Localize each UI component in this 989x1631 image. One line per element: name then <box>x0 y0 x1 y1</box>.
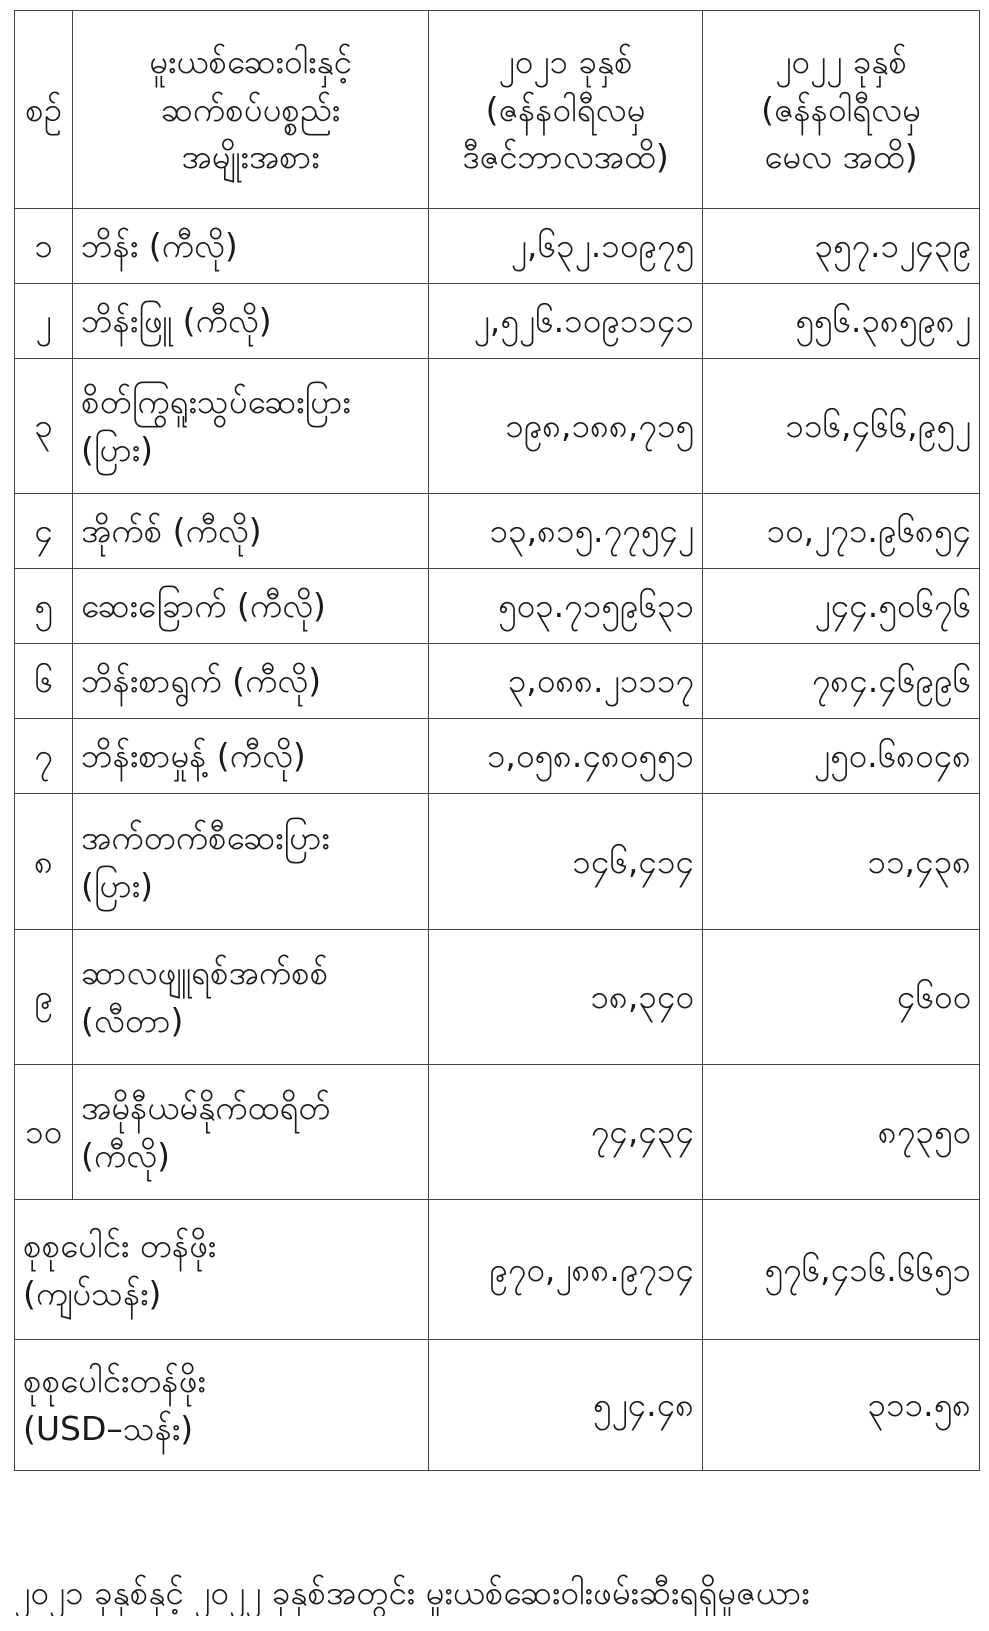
row-serial-number: ၅ <box>15 569 73 644</box>
header-year-2022 <box>703 11 980 209</box>
table-row <box>15 209 980 284</box>
header-year2-line: မေလ အထိ) <box>764 137 918 177</box>
row-value-2022: ၁၀,၂၇၁.၉၆၈၅၄ <box>703 494 980 569</box>
header-item-type <box>73 11 429 209</box>
total-row-usd <box>15 1340 980 1471</box>
row-value-2021: ၁၉၈,၁၈၈,၇၁၅ <box>429 359 703 494</box>
table-row <box>15 644 980 719</box>
row-item: ဘိန်းဖြူ (ကီလို) <box>73 284 429 359</box>
total-usd-2021: ၅၂၄.၄၈ <box>429 1340 703 1471</box>
row-item-line: အမိုနီယမ်နိုက်ထရိတ် <box>81 1088 331 1128</box>
row-value-2022: ၅၅၆.၃၈၅၉၈၂ <box>703 284 980 359</box>
table-row <box>15 719 980 794</box>
row-value-2022: ၂၄၄.၅၀၆၇၆ <box>703 569 980 644</box>
row-serial-number: ၆ <box>15 644 73 719</box>
row-item-line: ဆာလဖျူရစ်အက်စစ် <box>81 953 329 993</box>
row-value-2021: ၁၄၆,၄၁၄ <box>429 794 703 930</box>
row-serial-number: ၈ <box>15 794 73 930</box>
total-usd-2022: ၃၁၁.၅၈ <box>703 1340 980 1471</box>
row-value-2022: ၁၁,၄၃၈ <box>703 794 980 930</box>
row-serial-number: ၄ <box>15 494 73 569</box>
row-item <box>73 930 429 1065</box>
row-value-2022: ၇၈၄.၄၆၉၉၆ <box>703 644 980 719</box>
table-row <box>15 284 980 359</box>
header-year1-line: (ဇန်နဝါရီလမှ <box>485 89 646 129</box>
header-year1-line: ၂၀၂၁ ခုနှစ် <box>498 41 633 81</box>
row-item: ဘိန်းစာရွက် (ကီလို) <box>73 644 429 719</box>
row-value-2021: ၃,၀၈၈.၂၁၁၁၇ <box>429 644 703 719</box>
header-year-2021 <box>429 11 703 209</box>
row-item: ဆေးခြောက် (ကီလို) <box>73 569 429 644</box>
table-row <box>15 1065 980 1200</box>
total-label-usd <box>15 1340 429 1471</box>
header-serial-number: စဉ် <box>15 11 73 209</box>
header-year2-line: (ဇန်နဝါရီလမှ <box>761 89 921 129</box>
row-value-2021: ၁၈,၃၄၀ <box>429 930 703 1065</box>
row-value-2022: ၄၆၀၀ <box>703 930 980 1065</box>
table-row <box>15 359 980 494</box>
row-item-line: စိတ်ကြွရူးသွပ်ဆေးပြား <box>81 382 351 422</box>
header-year2-line: ၂၀၂၂ ခုနှစ် <box>775 41 907 81</box>
row-value-2022: ၈၇၃၅၀ <box>703 1065 980 1200</box>
table-row <box>15 794 980 930</box>
row-value-2021: ၂,၆၃၂.၁၀၉၇၅ <box>429 209 703 284</box>
row-item: ဘိန်းစာမှုန့် (ကီလို) <box>73 719 429 794</box>
row-serial-number: ၁၀ <box>15 1065 73 1200</box>
total-label-line: စုစုပေါင်းတန်ဖိုး <box>23 1361 206 1401</box>
row-value-2021: ၂,၅၂၆.၁၀၉၁၁၄၁ <box>429 284 703 359</box>
header-row <box>15 11 980 209</box>
row-item-unit: (ပြား) <box>81 865 154 905</box>
row-item-unit: (လီတာ) <box>81 1001 184 1040</box>
table-caption: ၂၀၂၁ ခုနှစ်နှင့် ၂၀၂၂ ခုနှစ်အတွင်း မူးယစ်ဆေးဝါးဖမ်းဆီးရရှိမှုဇယား <box>14 1573 810 1612</box>
row-serial-number: ၉ <box>15 930 73 1065</box>
row-item: အိုက်စ် (ကီလို) <box>73 494 429 569</box>
row-item: ဘိန်း (ကီလို) <box>73 209 429 284</box>
row-value-2021: ၁,၀၅၈.၄၈၀၅၅၁ <box>429 719 703 794</box>
row-item-unit: (ပြား) <box>81 430 154 469</box>
row-item <box>73 359 429 494</box>
table-row <box>15 569 980 644</box>
total-row-kyat <box>15 1200 980 1340</box>
table-row <box>15 930 980 1065</box>
row-value-2021: ၇၄,၄၃၄ <box>429 1065 703 1200</box>
total-label-kyat <box>15 1200 429 1340</box>
header-year1-line: ဒီဇင်ဘာလအထိ) <box>462 137 669 177</box>
row-serial-number: ၁ <box>15 209 73 284</box>
row-item <box>73 794 429 930</box>
total-label-line: စုစုပေါင်း တန်ဖိုး <box>23 1225 217 1265</box>
row-value-2021: ၁၃,၈၁၅.၇၇၅၄၂ <box>429 494 703 569</box>
total-kyat-2021: ၉၇၀,၂၈၈.၉၇၁၄ <box>429 1200 703 1340</box>
row-serial-number: ၃ <box>15 359 73 494</box>
table-row <box>15 494 980 569</box>
header-item-line: ဆက်စပ်ပစ္စည်း <box>160 89 341 129</box>
total-label-unit: (USD–သန်း) <box>23 1409 194 1448</box>
row-serial-number: ၂ <box>15 284 73 359</box>
row-item-line: အက်တက်စီဆေးပြား <box>81 817 330 857</box>
row-value-2022: ၁၁၆,၄၆၆,၉၅၂ <box>703 359 980 494</box>
row-value-2022: ၂၅၀.၆၈၀၄၈ <box>703 719 980 794</box>
drug-seizure-table <box>14 10 980 1471</box>
row-value-2022: ၃၅၇.၁၂၄၃၉ <box>703 209 980 284</box>
total-label-unit: (ကျပ်သန်း) <box>23 1273 162 1313</box>
header-item-line: အမျိုးအစား <box>181 137 320 177</box>
row-item <box>73 1065 429 1200</box>
row-serial-number: ၇ <box>15 719 73 794</box>
total-kyat-2022: ၅၇၆,၄၁၆.၆၆၅၁ <box>703 1200 980 1340</box>
row-value-2021: ၅၀၃.၇၁၅၉၆၃၁ <box>429 569 703 644</box>
row-item-unit: (ကီလို) <box>81 1136 170 1175</box>
header-item-line: မူးယစ်ဆေးဝါးနှင့် <box>149 41 352 81</box>
